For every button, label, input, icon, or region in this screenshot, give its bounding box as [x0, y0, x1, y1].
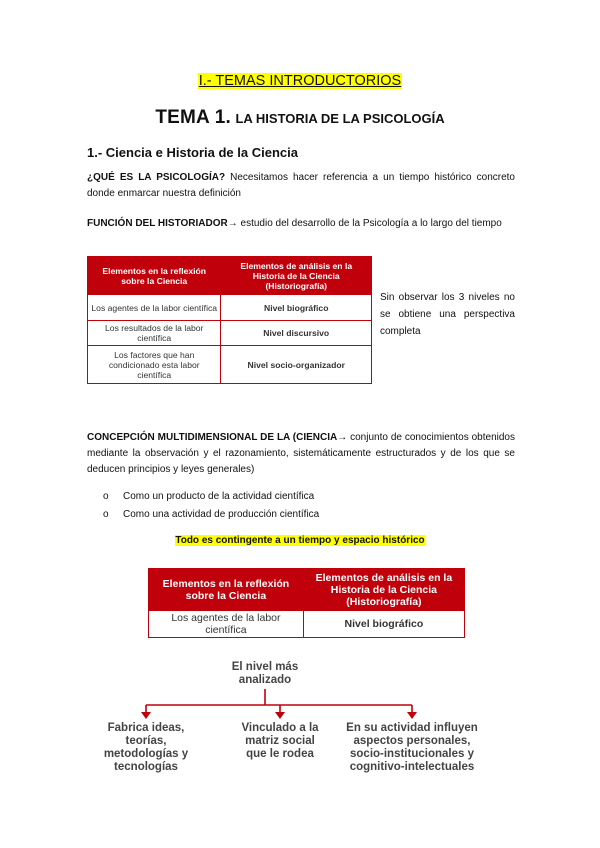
tema-title: LA HISTORIA DE LA PSICOLOGÍA — [235, 111, 445, 126]
table-cell: Nivel biográfico — [303, 611, 464, 638]
table-cell: Los agentes de la labor científica — [149, 611, 304, 638]
arrow-head-icon — [141, 712, 151, 719]
diagram-child: Fabrica ideas, teorías, metodologías y tecnologías — [103, 722, 189, 773]
funcion-paragraph: FUNCIÓN DEL HISTORIADOR→ estudio del desarrollo de la Psicología a lo largo del tiempo — [87, 218, 502, 229]
table-cell: Nivel discursivo — [221, 321, 372, 346]
table-cell: Nivel socio-organizador — [221, 346, 372, 384]
bullet-icon: o — [103, 491, 109, 502]
bullet-icon: o — [103, 509, 109, 520]
table-cell: Los resultados de la labor científica — [88, 321, 221, 346]
tema-number: TEMA 1. — [155, 107, 231, 128]
diagram-child: Vinculado a la matriz social que le rodea — [241, 722, 319, 760]
table-header: Elementos en la reflexión sobre la Ciencia — [149, 569, 304, 611]
side-note: Sin observar los 3 niveles no se obtiene una perspectiva completa — [380, 292, 515, 337]
table-cell: Nivel biográfico — [221, 295, 372, 321]
table-header: Elementos de análisis en la Historia de la Ciencia (Historiografía) — [221, 257, 372, 295]
table-header: Elementos en la reflexión sobre la Ciencia — [88, 257, 221, 295]
diagram-root: El nivel más analizado — [231, 661, 299, 686]
table-cell: Los agentes de la labor científica — [88, 295, 221, 321]
table-cell: Los factores que han condicionado esta labor científica — [88, 346, 221, 384]
list-item: o Como una actividad de producción científica — [103, 509, 320, 520]
arrow-head-icon — [407, 712, 417, 719]
highlight-note: Todo es contingente a un tiempo y espacio histórico — [175, 535, 425, 546]
arrow-icon: → — [337, 432, 348, 443]
list-item: o Como un producto de la actividad científica — [103, 491, 315, 502]
section-title: I.- TEMAS INTRODUCTORIOS — [198, 73, 402, 89]
concepcion-paragraph: CONCEPCIÓN MULTIDIMENSIONAL DE LA (CIENCIA→ conjunto de conocimientos obtenidos mediante la observación y el razonamiento, sistemáticamente estructurados y de los que se deducen principios y leyes generales) — [87, 432, 515, 475]
diagram-child: En su actividad influyen aspectos personales, socio-institucionales y cognitivo-intelectuales — [346, 722, 478, 773]
table-header: Elementos de análisis en la Historia de la Ciencia (Historiografía) — [303, 569, 464, 611]
arrow-head-icon — [275, 712, 285, 719]
arrow-icon: → — [227, 218, 238, 229]
que-es-paragraph: ¿QUÉ ES LA PSICOLOGÍA? Necesitamos hacer referencia a un tiempo histórico concreto donde enmarcar nuestra definición — [87, 172, 515, 199]
subsection-heading: 1.- Ciencia e Historia de la Ciencia — [87, 145, 298, 160]
